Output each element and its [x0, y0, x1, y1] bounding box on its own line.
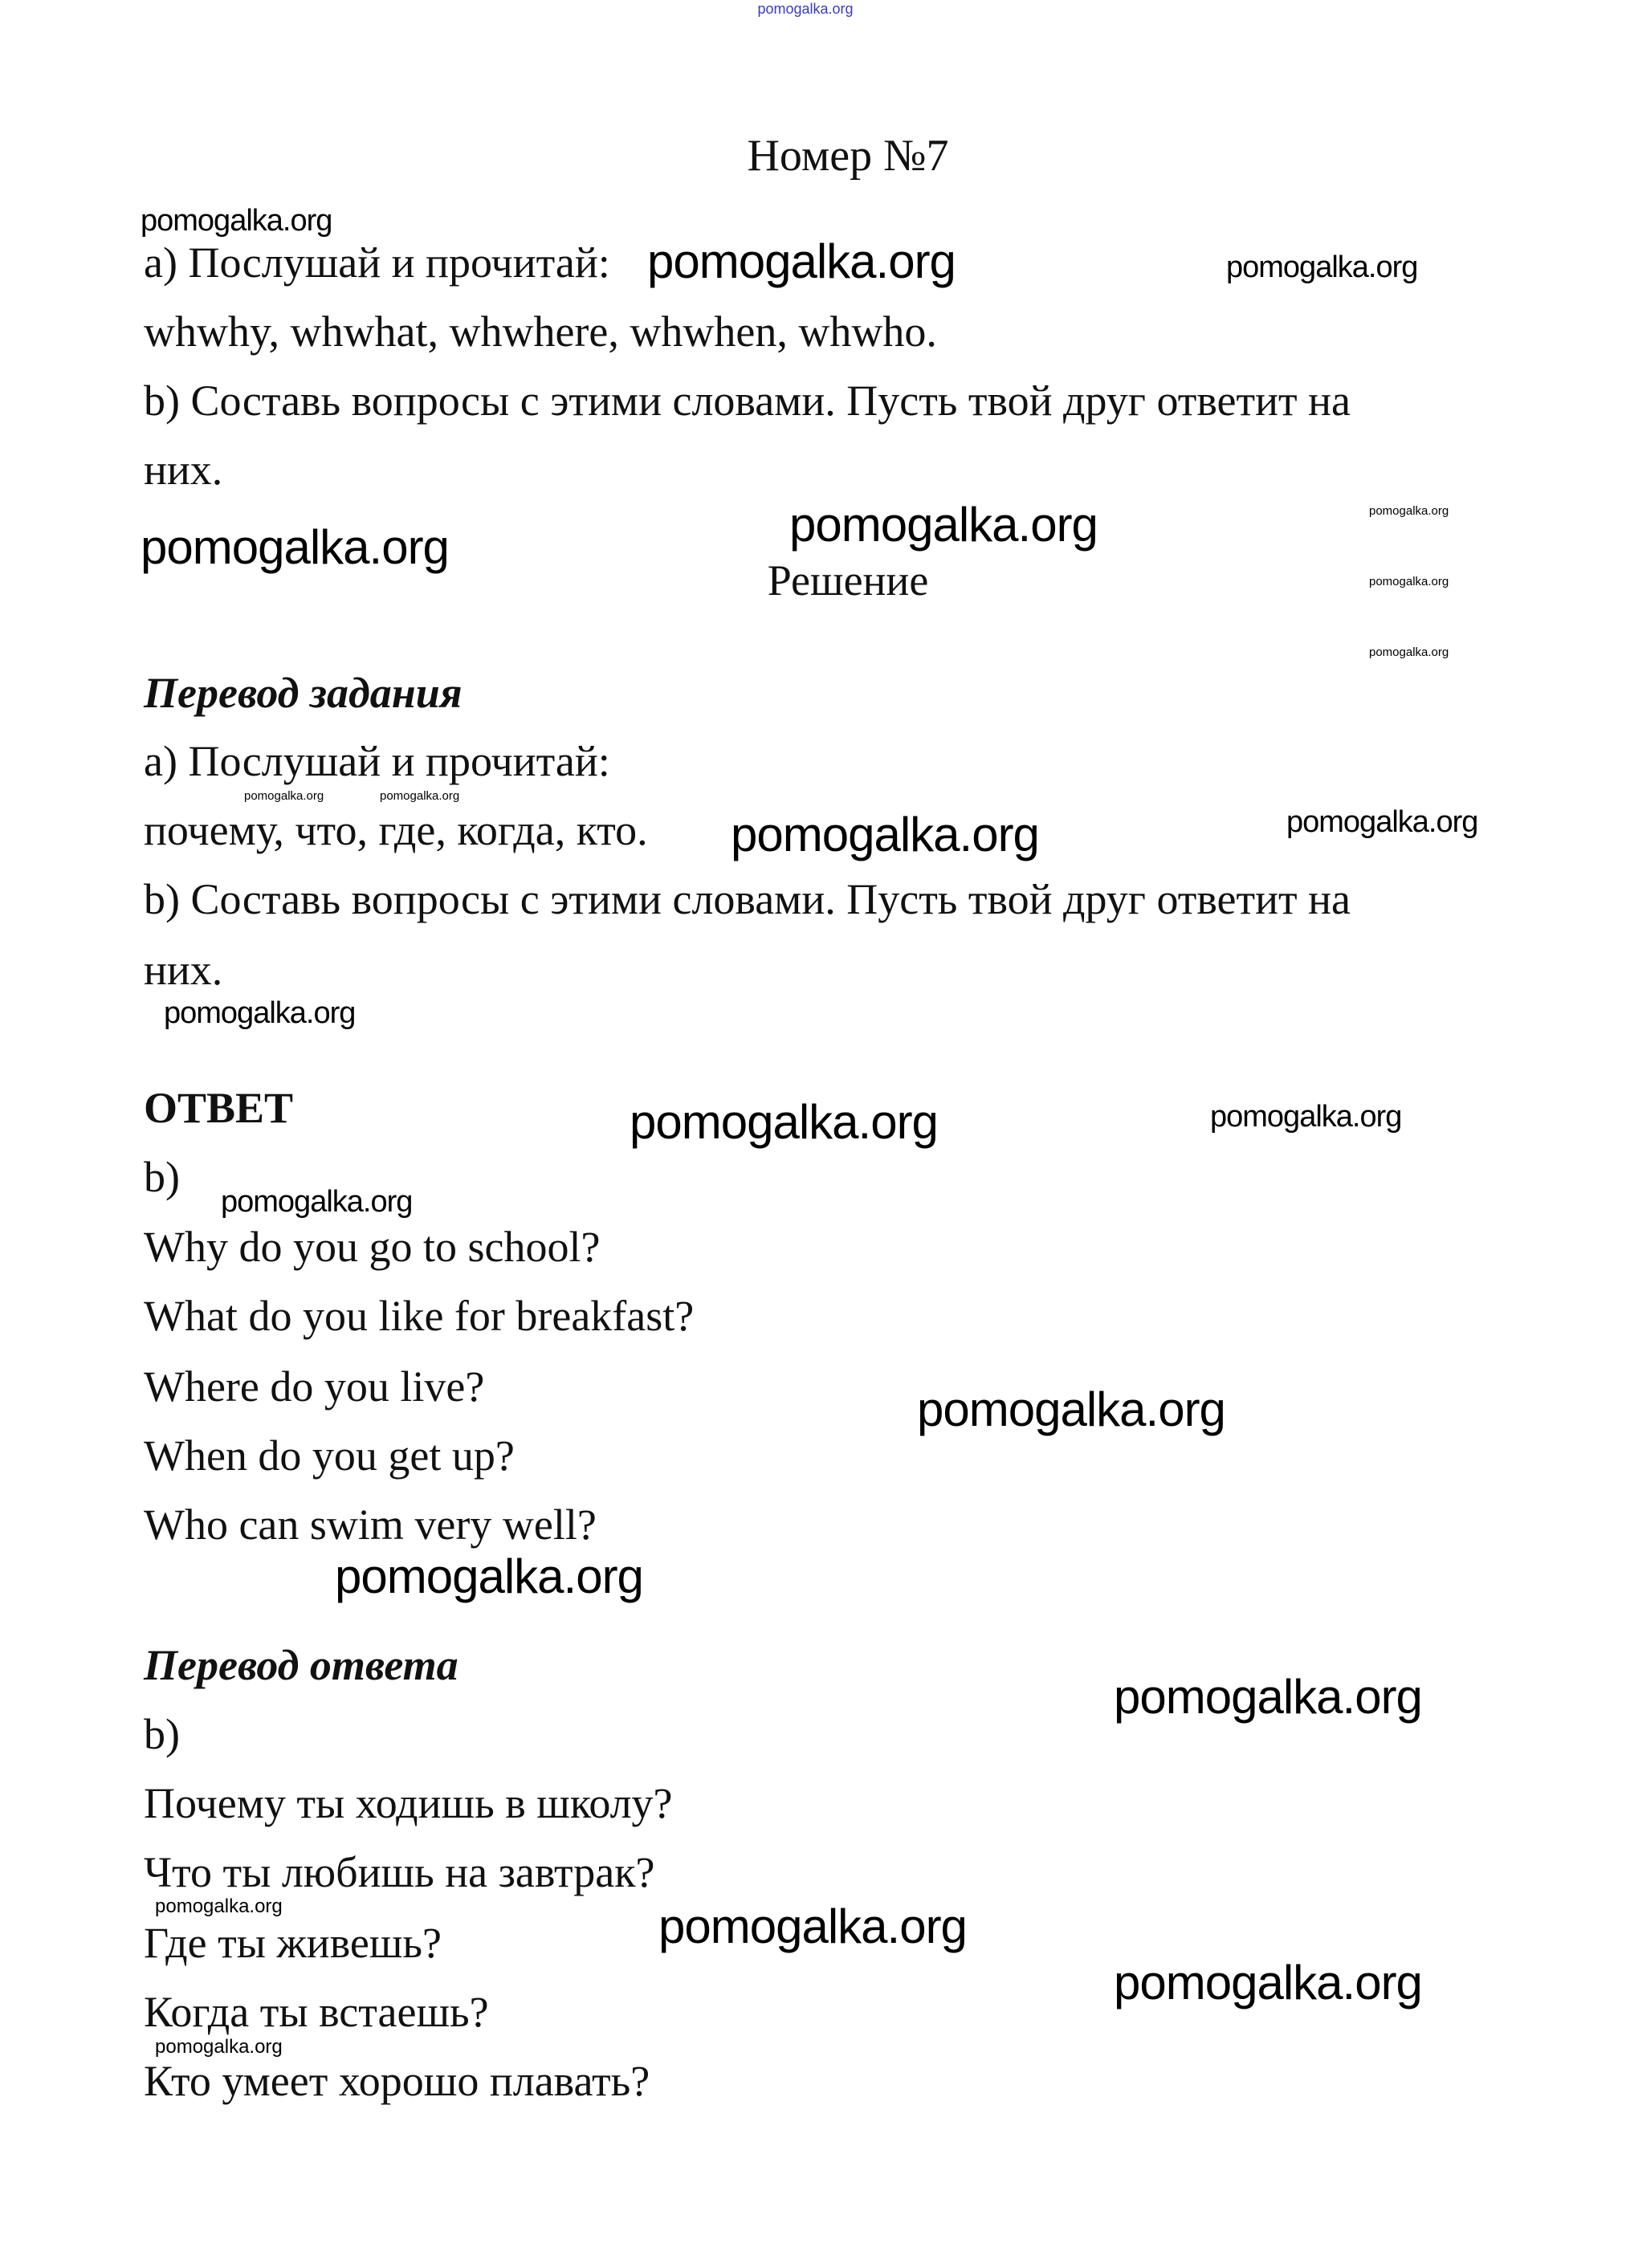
answer-translation-line: Что ты любишь на завтрак? — [144, 1848, 655, 1896]
watermark: pomogalka.org — [1114, 1956, 1422, 2009]
header-watermark-link[interactable]: pomogalka.org — [757, 1, 854, 17]
task-a-label: а) Послушай и прочитай: — [144, 238, 610, 287]
answer-heading: ОТВЕТ — [144, 1084, 294, 1132]
watermark: pomogalka.org — [155, 2036, 283, 2058]
answer-translation-b-label: b) — [144, 1710, 180, 1758]
watermark: pomogalka.org — [917, 1382, 1225, 1436]
answer-translation-line: Кто умеет хорошо плавать? — [144, 2057, 650, 2105]
answer-translation-line: Где ты живешь? — [144, 1919, 442, 1967]
watermark: pomogalka.org — [1114, 1670, 1422, 1724]
translation-words: почему, что, где, когда, кто. — [144, 806, 648, 854]
watermark: pomogalka.org — [630, 1095, 938, 1149]
translation-a-label: а) Послушай и прочитай: — [144, 737, 610, 785]
watermark: pomogalka.org — [380, 789, 460, 803]
answer-line: Who can swim very well? — [144, 1500, 597, 1549]
watermark: pomogalka.org — [1226, 250, 1418, 284]
translation-b-line2: них. — [144, 946, 223, 994]
watermark: pomogalka.org — [1369, 504, 1449, 518]
task-b-line2: них. — [144, 446, 223, 494]
translation-task-heading: Перевод задания — [144, 669, 463, 717]
task-words: whwhy, whwhat, whwhere, whwhen, whwho. — [144, 307, 937, 356]
watermark: pomogalka.org — [1210, 1100, 1402, 1134]
watermark: pomogalka.org — [647, 234, 956, 288]
watermark: pomogalka.org — [141, 204, 332, 238]
translation-b-line1: b) Составь вопросы с этими словами. Пусть твой друг ответит на — [144, 875, 1351, 923]
answer-translation-line: Почему ты ходишь в школу? — [144, 1779, 673, 1827]
page-title: Номер №7 — [747, 131, 949, 181]
watermark: pomogalka.org — [1369, 575, 1449, 588]
watermark: pomogalka.org — [1286, 805, 1478, 839]
answer-line: Why do you go to school? — [144, 1223, 601, 1271]
watermark: pomogalka.org — [1369, 645, 1449, 659]
watermark: pomogalka.org — [164, 996, 356, 1030]
watermark: pomogalka.org — [731, 808, 1039, 861]
answer-translation-line: Когда ты встаешь? — [144, 1988, 489, 2036]
solution-heading: Решение — [767, 556, 929, 605]
task-b-line1: b) Составь вопросы с этими словами. Пусть твой друг ответит на — [144, 377, 1351, 425]
answer-translation-heading: Перевод ответа — [144, 1641, 458, 1689]
answer-line: Where do you live? — [144, 1362, 485, 1411]
answer-line: When do you get up? — [144, 1431, 515, 1480]
watermark: pomogalka.org — [244, 789, 324, 803]
watermark: pomogalka.org — [789, 498, 1098, 552]
answer-b-label: b) — [144, 1153, 180, 1201]
watermark: pomogalka.org — [141, 520, 449, 574]
watermark: pomogalka.org — [221, 1185, 413, 1219]
watermark: pomogalka.org — [658, 1900, 967, 1953]
watermark: pomogalka.org — [335, 1549, 643, 1603]
watermark: pomogalka.org — [155, 1895, 283, 1917]
answer-line: What do you like for breakfast? — [144, 1292, 695, 1340]
